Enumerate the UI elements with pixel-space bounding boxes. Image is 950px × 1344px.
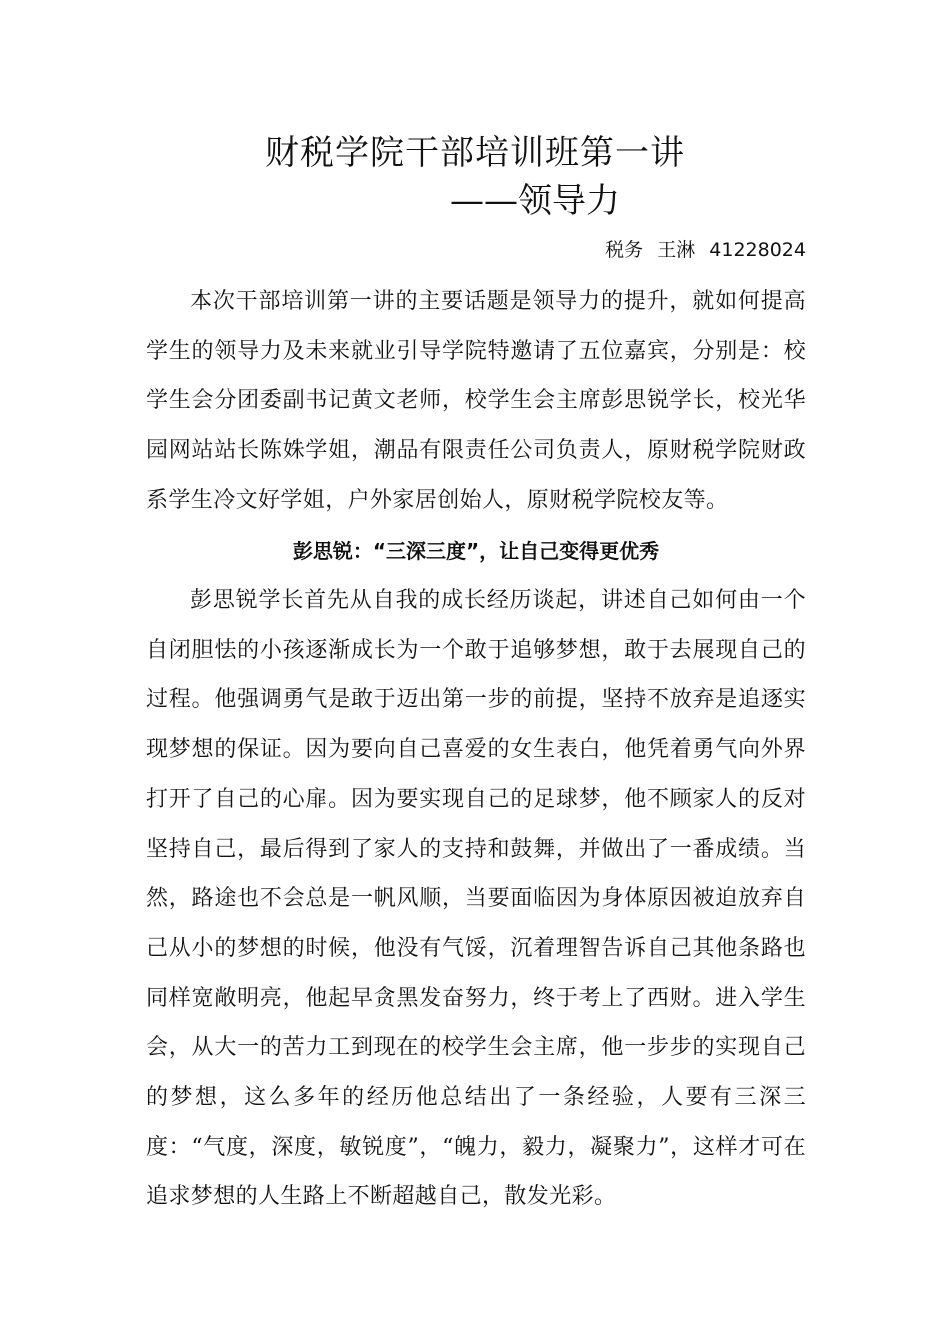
document-title: 财税学院干部培训班第一讲	[265, 133, 685, 173]
section-heading: 彭思锐：“三深三度”，让自己变得更优秀	[292, 539, 660, 563]
intro-section	[146, 277, 806, 526]
author-student-id: 41228024	[709, 239, 806, 261]
author-department: 税务	[605, 239, 644, 261]
intro-paragraph: 本次干部培训第一讲的主要话题是领导力的提升，就如何提高学生的领导力及未来就业引导学院特邀请了五位嘉宾，分别是：校学生会分团委副书记黄文老师，校学生会主席彭思锐学长，校光华园网站站长陈姝学姐，潮品有限责任公司负责人，原财税学院财政系学生冷文好学姐，户外家居创始人，原财税学院校友等。	[146, 289, 806, 513]
document-subtitle: ——领导力	[450, 181, 620, 221]
author-name: 王淋	[657, 239, 696, 261]
section-body	[146, 576, 806, 1222]
section-paragraph: 彭思锐学长首先从自我的成长经历谈起，讲述自己如何由一个自闭胆怯的小孩逐渐成长为一个敢于追够梦想，敢于去展现自己的过程。他强调勇气是敢于迈出第一步的前提，坚持不放弃是追逐实现梦想的保证。因为要向自己喜爱的女生表白，他凭着勇气向外界打开了自己的心扉。因为要实现自己的足球梦，他不顾家人的反对坚持自己，最后得到了家人的支持和鼓舞，并做出了一番成绩。当然，路途也不会总是一帆风顺，当要面临因为身体原因被迫放弃自己从小的梦想的时候，他没有气馁，沉着理智告诉自己其他条路也同样宽敞明亮，他起早贪黑发奋努力，终于考上了西财。进入学生会，从大一的苦力工到现在的校学生会主席，他一步步的实现自己的梦想，这么多年的经历他总结出了一条经验，人要有三深三度：“气度，深度，敏锐度”，“魄力，毅力，凝聚力”，这样才可在追求梦想的人生路上不断超越自己，散发光彩。	[146, 588, 806, 1210]
author-line	[605, 236, 806, 264]
